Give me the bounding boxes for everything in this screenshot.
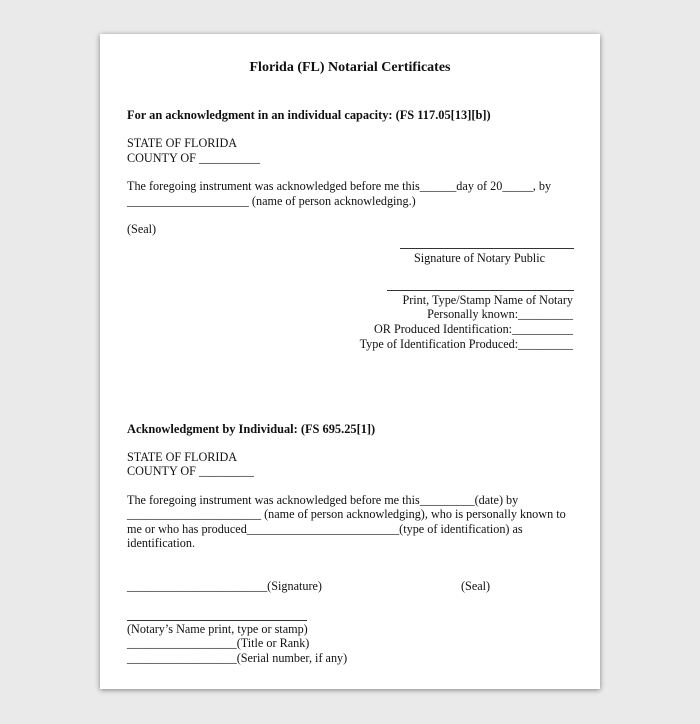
section2-seal: (Seal) <box>461 579 491 593</box>
section1-seal: (Seal) <box>127 222 157 236</box>
print-type-stamp-label: Print, Type/Stamp Name of Notary <box>402 293 573 307</box>
serial-number-line: __________________(Serial number, if any) <box>127 651 348 665</box>
section2-county: COUNTY OF _________ <box>127 464 254 478</box>
section2-body-line4: identification. <box>127 536 196 550</box>
section1-state: STATE OF FLORIDA <box>127 136 238 150</box>
notary-name-stamp-rule <box>127 620 307 621</box>
section2-heading: Acknowledgment by Individual: (FS 695.25[1]) <box>127 422 376 436</box>
section1-heading: For an acknowledgment in an individual capacity: (FS 117.05[13][b]) <box>127 108 491 122</box>
section1-body-line1: The foregoing instrument was acknowledged before me this______day of 20_____, by <box>127 179 552 193</box>
section1-body-line2: ____________________ (name of person acknowledging.) <box>127 194 416 208</box>
section2-body-line1: The foregoing instrument was acknowledged before me this_________(date) by <box>127 493 519 507</box>
document-title: Florida (FL) Notarial Certificates <box>249 60 451 75</box>
section2-body-line2: ______________________ (name of person acknowledging), who is personally known to <box>127 507 566 521</box>
signature-of-notary-label: Signature of Notary Public <box>414 251 545 265</box>
section2-body-line3: me or who has produced_________________________(type of identification) as <box>127 522 523 536</box>
document-page <box>100 34 600 689</box>
title-or-rank-line: __________________(Title or Rank) <box>127 636 310 650</box>
notary-signature-rule <box>400 248 574 249</box>
personally-known-line: Personally known:_________ <box>427 307 573 321</box>
section2-signature-line: _______________________(Signature) <box>127 579 322 593</box>
section1-county: COUNTY OF __________ <box>127 151 260 165</box>
section2-state: STATE OF FLORIDA <box>127 450 238 464</box>
type-of-identification-line: Type of Identification Produced:_________ <box>359 337 573 351</box>
notary-name-rule <box>387 290 574 291</box>
notary-name-print-label: (Notary’s Name print, type or stamp) <box>127 622 308 636</box>
produced-identification-line: OR Produced Identification:__________ <box>373 322 573 336</box>
